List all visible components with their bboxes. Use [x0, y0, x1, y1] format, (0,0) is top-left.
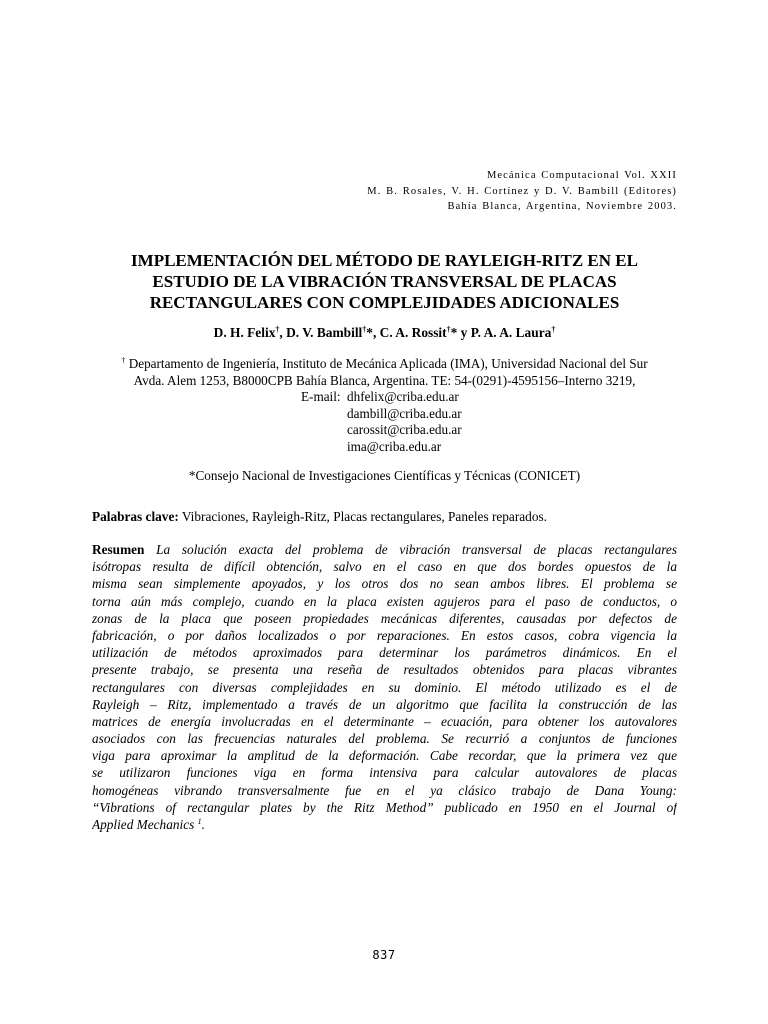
affiliation: [92, 356, 677, 455]
title-line-3: RECTANGULARES CON COMPLEJIDADES ADICIONALES: [149, 293, 620, 312]
author-felix-mark: †: [275, 325, 280, 334]
affiliation-department: Departamento de Ingeniería, Instituto de Mecánica Aplicada (IMA), Universidad Nacional del Sur: [125, 356, 648, 371]
keywords: [92, 509, 677, 525]
abstract-line: torna aún más complejo, cuando en la placa existen agujeros para el paso de conductos, o: [92, 593, 677, 609]
keywords-text: Vibraciones, Rayleigh-Ritz, Placas rectangulares, Paneles reparados.: [178, 509, 547, 524]
abstract-line: utilización de métodos aproximados para determinar los parámetros dinámicos. En el: [92, 645, 677, 661]
email-row-1: [92, 389, 677, 406]
keywords-label: Palabras clave:: [92, 509, 179, 524]
abstract-line: isótropas resulta de difícil obtención, salvo en el caso en que dos bordes opuestos de la: [92, 559, 677, 575]
publication-header: [367, 168, 677, 215]
abstract-text: La solución exacta del problema de vibración transversal de placas rectangulares: [144, 542, 677, 557]
abstract-period: .: [201, 817, 205, 832]
abstract-line: misma sean simplemente apoyados, y los otros dos no sean ambos libres. El problema se: [92, 576, 677, 592]
email-row-3: [92, 422, 677, 439]
header-editors: M. B. Rosales, V. H. Cortínez y D. V. Bambill (Editores): [367, 185, 677, 197]
author-rossit-mark: †: [446, 325, 451, 334]
email-address[interactable]: ima@criba.edu.ar: [347, 438, 442, 454]
email-address[interactable]: dhfelix@criba.edu.ar: [347, 389, 459, 404]
affiliation-line-2: Avda. Alem 1253, B8000CPB Bahía Blanca, Argentina. TE: 54-(0291)-4595156–Interno 3219,: [133, 372, 636, 388]
email-row-2: [92, 406, 677, 423]
author-felix: D. H. Felix: [213, 325, 276, 340]
abstract-line: zonas de la placa que poseen propiedades mecánicas diferentes, causadas por defectos de: [92, 610, 677, 626]
header-journal: Mecánica Computacional Vol. XXII: [486, 170, 677, 181]
abstract-line: rectangulares con diversas complejidades en su dominio. El método utilizado es el de: [92, 679, 677, 695]
author-separator: ,: [279, 325, 287, 340]
author-rossit: C. A. Rossit: [379, 325, 447, 340]
abstract-line: “Vibrations of rectangular plates by the Ritz Method” publicado en 1950 en el Journal of: [92, 799, 677, 815]
title-line-1: IMPLEMENTACIÓN DEL MÉTODO DE RAYLEIGH-RITZ EN EL: [131, 251, 638, 270]
abstract-line: [92, 816, 677, 833]
abstract-line: Rayleigh – Ritz, implementado a través de un algoritmo que facilita la construcción de las: [92, 696, 677, 712]
page-number: 837: [372, 948, 396, 962]
abstract-line: se utilizaron funciones viga en forma intensiva para calcular autovalores de placas: [92, 765, 677, 781]
author-list: [92, 324, 677, 342]
abstract-line: asociados con las frecuencias naturales del problema. Se recurrió a conjuntos de funciones: [92, 731, 677, 747]
author-bambill-mark: †: [362, 325, 367, 334]
abstract-last-text: Applied Mechanics: [92, 817, 198, 832]
affiliation-mark: †: [121, 356, 126, 365]
author-laura-mark: †: [551, 325, 556, 334]
author-bambill: D. V. Bambill: [286, 325, 363, 340]
abstract-line: homogéneas vibrando transversalmente fue en el ya clásico trabajo de Dana Young:: [92, 782, 677, 798]
affiliation-line-1: [92, 356, 677, 373]
email-address[interactable]: carossit@criba.edu.ar: [347, 422, 462, 437]
email-address[interactable]: dambill@criba.edu.ar: [347, 405, 462, 421]
abstract-line: viga para aproximar la amplitud de la deformación. Cabe recordar, que la primera vez que: [92, 748, 677, 764]
author-bambill-star: *,: [366, 325, 380, 340]
abstract: [92, 541, 677, 833]
email-row-4: [92, 439, 677, 456]
email-label: E-mail:: [301, 389, 341, 404]
conicet-footnote: *Consejo Nacional de Investigaciones Científicas y Técnicas (CONICET): [188, 468, 581, 483]
title-line-2: ESTUDIO DE LA VIBRACIÓN TRANSVERSAL DE PLACAS: [152, 272, 617, 291]
reference-marker: 1: [197, 817, 202, 826]
author-laura: P. A. A. Laura: [470, 325, 552, 340]
abstract-label: Resumen: [92, 542, 145, 557]
abstract-line: [92, 541, 677, 558]
header-location-date: Bahía Blanca, Argentina, Noviembre 2003.: [447, 201, 677, 212]
abstract-line: presente trabajo, se presenta una reseña de resultados obtenidos para placas vibrantes: [92, 662, 677, 678]
abstract-line: matrices de energía involucradas en el determinante – ecuación, para obtener los autovalores: [92, 713, 677, 729]
author-rossit-star: * y: [450, 325, 471, 340]
abstract-line: fabricación, o por daños localizados o por reparaciones. En estos casos, cobra vigencia la: [92, 627, 677, 643]
paper-title: [92, 250, 677, 313]
